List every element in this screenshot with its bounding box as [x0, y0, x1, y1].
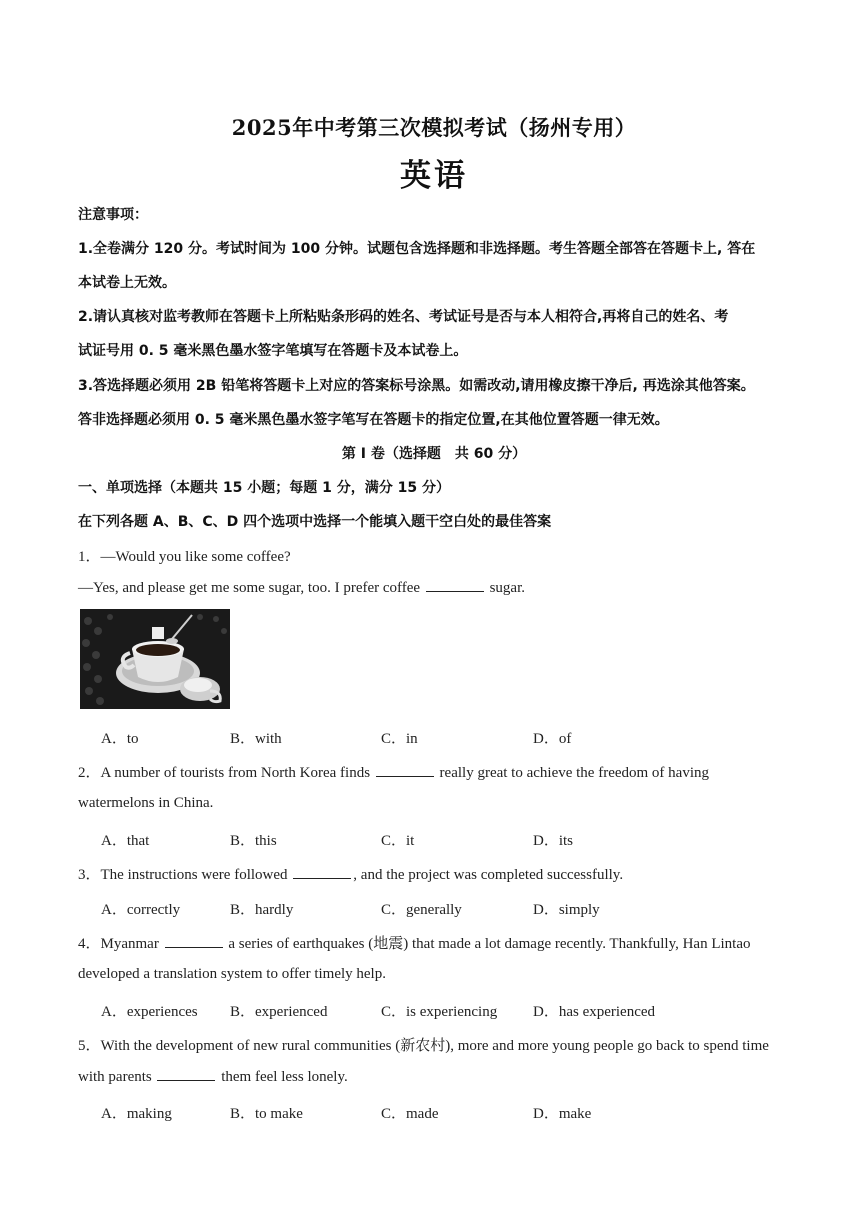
exam-subject: 英语 [400, 158, 468, 194]
notice-item-3-line-1: 3.答选择题必须用 2B 铅笔将答题卡上对应的答案标号涂黑。如需改动,请用橡皮擦干净后, 再选涂其他答案。 [78, 378, 755, 394]
volume-heading: 第 I 卷（选择题 共 60 分） [341, 446, 527, 462]
q4-option-c: C．is experiencing [381, 1004, 498, 1020]
answer-blank [426, 579, 484, 592]
q5-option-b: B．to make [230, 1106, 303, 1122]
q3-option-b: B．hardly [230, 902, 294, 918]
question-1-text-b: sugar. [489, 580, 525, 596]
question-5-text-a: with parents [78, 1069, 152, 1085]
question-1-line-1: 1．—Would you like some coffee? [78, 549, 291, 565]
question-2-text-b: really great to achieve the freedom of having [439, 765, 710, 781]
q4-option-b: B．experienced [230, 1004, 328, 1020]
question-4-text-b: a series of earthquakes (地震) that made a lot damage recently. Thankfully, Han Lintao [228, 936, 751, 952]
question-5-text-b: them feel less lonely. [221, 1069, 348, 1085]
question-3-text-a: 3．The instructions were followed [78, 867, 288, 883]
question-4-text-a: 4．Myanmar [78, 936, 159, 952]
answer-blank [165, 935, 223, 948]
notice-heading: 注意事项： [78, 207, 148, 223]
question-3-line-1 [78, 863, 623, 884]
question-4-line-1 [78, 932, 751, 953]
question-5-line-2 [78, 1068, 348, 1086]
coffee-cup-photo [80, 609, 230, 709]
answer-blank [293, 866, 351, 879]
q2-option-a: A．that [101, 833, 150, 849]
notice-item-1-line-1: 1.全卷满分 120 分。考试时间为 100 分钟。试题包含选择题和非选择题。考生答题全部答在答题卡上, 答在 [78, 241, 756, 257]
q1-option-c: C．in [381, 731, 418, 747]
question-1-text-a: —Yes, and please get me some sugar, too. I prefer coffee [78, 580, 421, 596]
answer-blank [376, 764, 434, 777]
question-2-line-1 [78, 761, 709, 782]
notice-item-2-line-1: 2.请认真核对监考教师在答题卡上所粘贴条形码的姓名、考试证号是否与本人相符合,再将自己的姓名、考 [78, 309, 729, 325]
q1-option-a: A．to [101, 731, 139, 747]
notice-item-2-line-2: 试证号用 0. 5 毫米黑色墨水签字笔填写在答题卡及本试卷上。 [78, 343, 468, 359]
question-3-text-b: , and the project was completed successfully. [353, 867, 624, 883]
q5-option-d: D．make [533, 1106, 592, 1122]
q2-option-b: B．this [230, 833, 277, 849]
q1-option-b: B．with [230, 731, 282, 747]
q3-option-a: A．correctly [101, 902, 181, 918]
q4-option-a: A．experiences [101, 1004, 198, 1020]
question-2-line-2: watermelons in China. [78, 795, 214, 811]
q5-option-a: A．making [101, 1106, 172, 1122]
notice-item-1-line-2: 本试卷上无效。 [78, 275, 176, 291]
question-5-line-1: 5．With the development of new rural communities (新农村), more and more young people go back to spend time [78, 1038, 769, 1054]
q3-option-c: C．generally [381, 902, 462, 918]
section-instruction: 在下列各题 A、B、C、D 四个选项中选择一个能填入题干空白处的最佳答案 [78, 514, 552, 530]
notice-item-3-line-2: 答非选择题必须用 0. 5 毫米黑色墨水签字笔写在答题卡的指定位置,在其他位置答题一律无效。 [78, 412, 669, 428]
section-heading: 一、单项选择（本题共 15 小题；每题 1 分，满分 15 分） [78, 480, 450, 496]
question-4-line-2: developed a translation system to offer timely help. [78, 966, 386, 982]
q2-option-c: C．it [381, 833, 415, 849]
q4-option-d: D．has experienced [533, 1004, 656, 1020]
answer-blank [157, 1068, 215, 1081]
q1-option-d: D．of [533, 731, 572, 747]
q2-option-d: D．its [533, 833, 574, 849]
coffee-cup-illustration [80, 609, 230, 709]
question-1-line-2 [78, 579, 525, 597]
q3-option-d: D．simply [533, 902, 600, 918]
question-2-text-a: 2．A number of tourists from North Korea finds [78, 765, 371, 781]
q5-option-c: C．made [381, 1106, 439, 1122]
exam-title: 2025年中考第三次模拟考试（扬州专用） [231, 115, 637, 140]
